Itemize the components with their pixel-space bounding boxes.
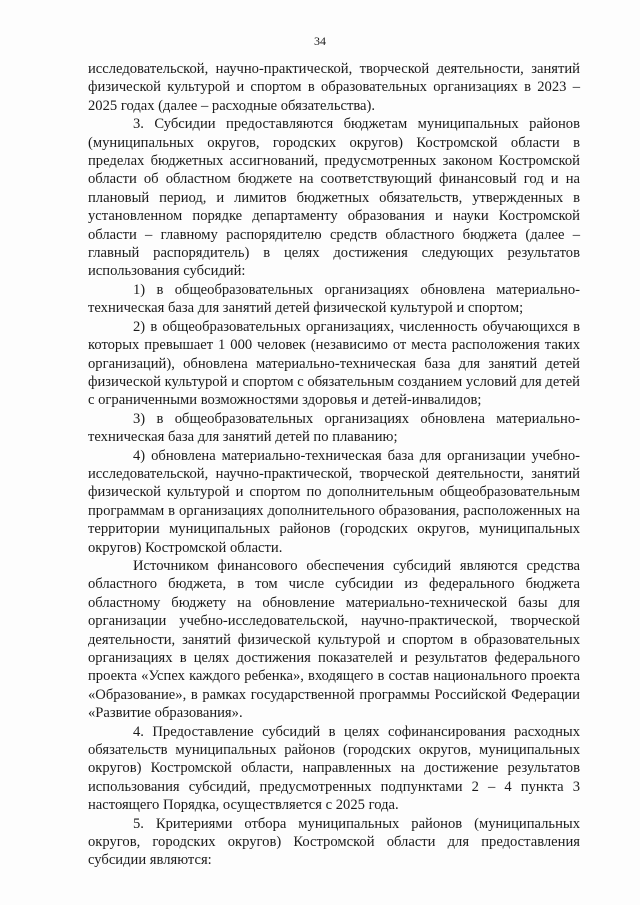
paragraph-subitem-1: 1) в общеобразовательных организациях обновлена материально-техническая база для занятий детей физической культурой и спортом; (88, 281, 580, 317)
paragraph-item-3: 3. Субсидии предоставляются бюджетам муниципальных районов (муниципальных округов, городских округов) Костромской области в пределах бюджетных ассигнований, предусмотренных законом Костромской области об областном бюджете на соответствующий финансовый год и на плановый период, и лимитов бюджетных обязательств, утвержденных в установленном порядке департаменту образования и науки Костромской области – главному распорядителю средств областного бюджета (далее – главный распорядитель) в целях достижения следующих результатов использования субсидий: (88, 116, 580, 280)
paragraph-subitem-4: 4) обновлена материально-техническая база для организации учебно-исследовательской, научно-практической, творческой деятельности, занятий физической культурой и спортом по дополнительным общеобразовательным программам в организациях дополнительного образования, расположенных на территории муниципальных районов (городских округов, муниципальных округов) Костромской области. (88, 447, 580, 556)
paragraph-item-5: 5. Критериями отбора муниципальных районов (муниципальных округов, городских округов) Костромской области для предоставления субсидии являются: (88, 815, 580, 869)
paragraph-continuation: исследовательской, научно-практической, творческой деятельности, занятий физической культурой и спортом в образовательных организациях в 2023 – 2025 годах (далее – расходные обязательства). (88, 61, 580, 114)
page-number: 34 (314, 34, 326, 48)
paragraph-item-4: 4. Предоставление субсидий в целях софинансирования расходных обязательств муниципальных районов (городских округов, муниципальных округов) Костромской области, направленных на достижение результатов использования субсидий, предусмотренных подпунктами 2 – 4 пункта 3 настоящего Порядка, осуществляется с 2025 года. (88, 723, 580, 814)
paragraph-subitem-3: 3) в общеобразовательных организациях обновлена материально-техническая база для занятий детей по плаванию; (88, 410, 580, 446)
paragraph-funding-source: Источником финансового обеспечения субсидий являются средства областного бюджета, в том числе субсидии из федерального бюджета областному бюджету на обновление материально-технической базы для организации учебно-исследовательской, научно-практической, творческой деятельности, занятий физической культурой и спортом в образовательных организациях в целях достижения показателей и результатов федерального проекта «Успех каждого ребенка», входящего в состав национального проекта «Образование», в рамках государственной программы Российской Федерации «Развитие образования». (88, 557, 580, 722)
paragraph-subitem-2: 2) в общеобразовательных организациях, численность обучающихся в которых превышает 1 000 человек (независимо от места расположения таких организаций), обновлена материально-техническая база для занятий детей физической культурой и спортом с обязательным созданием условий для детей с ограниченными возможностями здоровья и детей-инвалидов; (88, 318, 580, 409)
document-body (88, 60, 580, 870)
